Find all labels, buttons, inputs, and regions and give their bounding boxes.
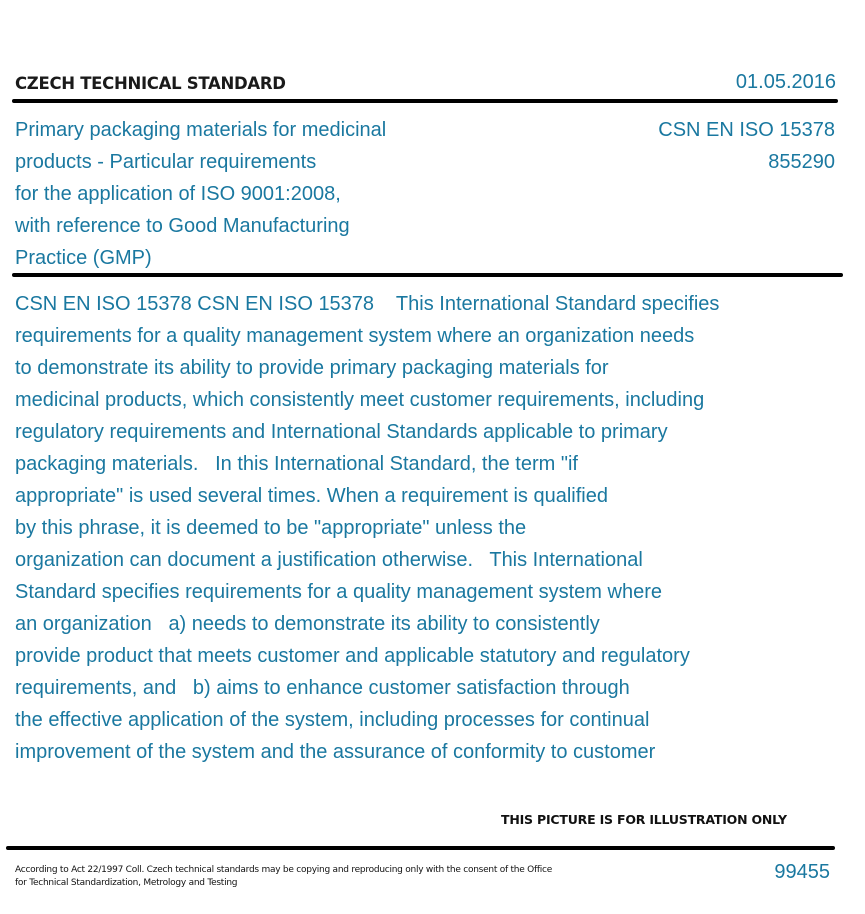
abstract-line: packaging materials. In this International Standard, the term "if — [15, 453, 578, 475]
abstract-line: provide product that meets customer and applicable statutory and regulatory — [15, 645, 690, 667]
abstract-line: to demonstrate its ability to provide primary packaging materials for — [15, 357, 609, 379]
catalog-number: 855290 — [768, 151, 835, 173]
standard-title — [15, 114, 445, 274]
title-line: products - Particular requirements — [15, 151, 317, 173]
abstract-line: Standard specifies requirements for a quality management system where — [15, 581, 662, 603]
issue-date: 01.05.2016 — [735, 71, 836, 93]
title-line: with reference to Good Manufacturing — [15, 215, 350, 237]
standard-identifiers — [658, 114, 835, 178]
abstract-line: an organization a) needs to demonstrate its ability to consistently — [15, 613, 600, 635]
abstract-line: medicinal products, which consistently meet customer requirements, including — [15, 389, 705, 411]
standard-code: CSN EN ISO 15378 — [658, 119, 835, 141]
standard-abstract — [15, 288, 815, 768]
abstract-line: regulatory requirements and International Standards applicable to primary — [15, 421, 668, 443]
title-line: Primary packaging materials for medicinal — [15, 119, 387, 141]
title-line: Practice (GMP) — [15, 247, 152, 269]
document-type-heading: CZECH TECHNICAL STANDARD — [15, 74, 286, 93]
abstract-line: by this phrase, it is deemed to be "appropriate" unless the — [15, 517, 527, 539]
abstract-line: requirements, and b) aims to enhance customer satisfaction through — [15, 677, 630, 699]
abstract-line: appropriate" is used several times. When a requirement is qualified — [15, 485, 608, 507]
legal-line: According to Act 22/1997 Coll. Czech technical standards may be copying and reproducing only with the consent of the Office — [15, 865, 553, 875]
illustration-notice: THIS PICTURE IS FOR ILLUSTRATION ONLY — [501, 812, 787, 827]
legal-line: for Technical Standardization, Metrology and Testing — [15, 878, 238, 888]
header-divider — [12, 99, 838, 103]
abstract-line: the effective application of the system, including processes for continual — [15, 709, 650, 731]
title-divider — [12, 273, 843, 277]
title-line: for the application of ISO 9001:2008, — [15, 183, 341, 205]
document-number: 99455 — [774, 861, 830, 883]
legal-notice — [15, 864, 552, 890]
abstract-line: organization can document a justification otherwise. This International — [15, 549, 643, 571]
abstract-line: improvement of the system and the assurance of conformity to customer — [15, 741, 656, 763]
abstract-line: requirements for a quality management system where an organization needs — [15, 325, 695, 347]
abstract-line: CSN EN ISO 15378 CSN EN ISO 15378 This International Standard specifies — [15, 293, 720, 315]
footer-divider — [6, 846, 835, 850]
